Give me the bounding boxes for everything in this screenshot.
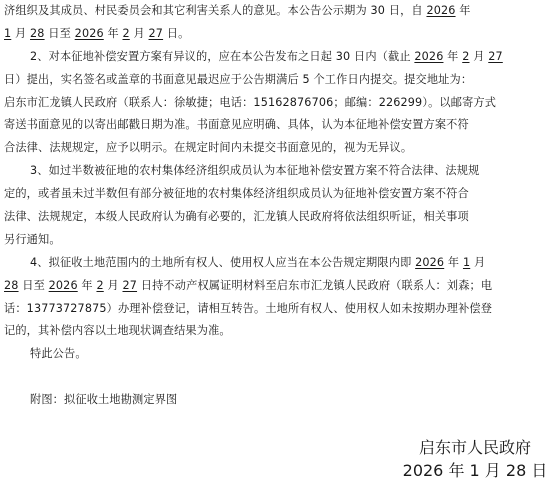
text-line-13 [4,275,549,298]
underlined-year: 2026 [74,26,104,40]
text-line-3 [4,46,549,69]
text-segment: 日至 [18,278,49,292]
text-line-12 [4,252,549,275]
text-segment: 年 [455,4,471,17]
underlined-month: 2 [462,49,470,63]
text-line-14: 话：13773727875）办理补偿登记，请相互转告。土地所有权人、使用权人如未按期办理补偿登 [4,301,493,315]
underlined-day: 28 [4,278,19,292]
underlined-month: 1 [4,26,12,40]
underlined-month: 1 [462,255,471,269]
text-line-10: 法律、法规规定，本级人民政府认为确有必要的，汇龙镇人民政府将依法组织听证，相关事项 [4,210,469,224]
underlined-day: 27 [488,49,503,63]
underlined-month: 2 [122,26,130,40]
text-line-5: 启东市汇龙镇人民政府（联系人：徐敏捷；电话：15162876706；邮编：226299）。以邮寄方式 [4,95,497,109]
text-segment: 4、拟征收土地范围内的土地所有权人、使用权人应当在本公告规定期限内即 [30,255,416,269]
text-segment: 年 [103,26,123,40]
text-segment: 年 [443,49,463,63]
underlined-year: 2026 [426,4,456,17]
text-segment: 济组织及其成员、村民委员会和其它利害关系人的意见。本公告公示期为 30 日，自 [4,4,427,17]
attachment-line: 附图：拟征收土地勘测定界图 [30,393,178,407]
text-segment: 月 [129,26,149,40]
text-line-15: 记的，其补偿内容以土地现状调查结果为准。 [4,324,231,338]
signature-date: 2026 年 1 月 28 日 [402,461,548,480]
closing-line: 特此公告。 [30,347,87,361]
text-line-7: 合法律、法规规定，应予以明示。在规定时间内未提交书面意见的，视为无异议。 [4,141,413,155]
text-line-1 [4,0,549,23]
text-segment: 月 [469,49,489,63]
text-line-8: 3、如过半数被征地的农村集体经济组织成员认为本征地补偿安置方案不符合法律、法规规 [30,164,480,178]
text-segment: 日持不动产权属证明材料至启东市汇龙镇人民政府（联系人：刘森；电 [137,278,493,292]
text-line-6: 寄送书面意见的以寄出邮戳日期为准。书面意见应明确、具体，认为本征地补偿安置方案不符 [4,118,469,132]
blank-line [4,366,549,389]
text-segment: 月 [11,26,31,40]
notice-document [4,0,549,412]
text-segment: 月 [470,255,486,269]
text-segment: 月 [103,278,123,292]
signature-organization: 启东市人民政府 [418,438,531,457]
text-line-4: 日）提出，实名签名或盖章的书面意见最迟应于公告期满后 5 个工作日内提交。提交地址为： [4,72,473,86]
underlined-year: 2026 [414,49,444,63]
text-segment: 2、对本征地补偿安置方案有异议的，应在本公告发布之日起 30 日内（截止 [30,49,415,63]
text-segment: 年 [77,278,97,292]
text-segment: 日至 [44,26,75,40]
text-line-11: 另行通知。 [4,232,61,246]
text-segment: 年 [444,255,463,269]
text-segment: 日。 [163,26,190,40]
underlined-day: 27 [148,26,164,40]
underlined-month: 2 [96,278,104,292]
underlined-day: 27 [122,278,138,292]
underlined-day: 28 [30,26,45,40]
text-line-2 [4,23,549,46]
text-line-9: 定的，或者虽未过半数但有部分被征地的农村集体经济组织成员认为征地补偿安置方案不符合 [4,187,469,201]
underlined-year: 2026 [415,255,445,269]
underlined-year: 2026 [48,278,78,292]
